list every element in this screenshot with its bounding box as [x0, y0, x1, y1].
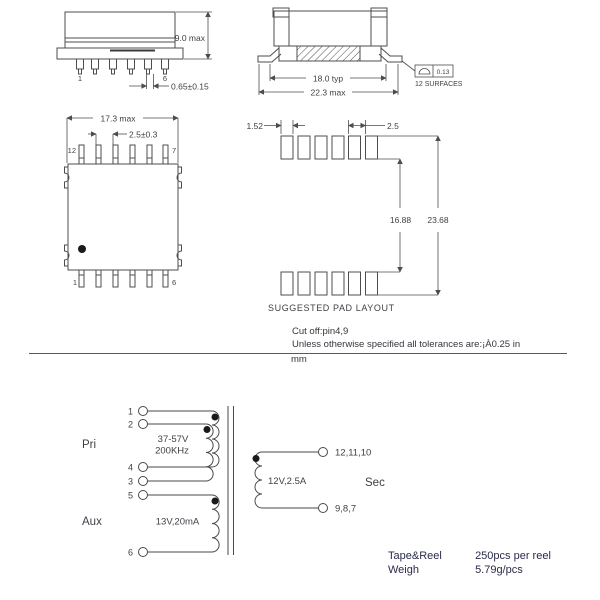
secondary-label: Sec [365, 477, 385, 489]
pin-label-4: 4 [127, 462, 133, 473]
pin-1-indicator-dot [78, 245, 86, 253]
pad-width-dimension: 1.52 [246, 121, 263, 131]
width-dimension: 17.3 max [100, 113, 136, 124]
terminal-pin-3 [139, 477, 148, 486]
terminal-sec-bottom [319, 504, 328, 513]
polarity-dot-secondary [253, 455, 260, 462]
pin-6-label: 6 [172, 278, 177, 287]
cutoff-note: Cut off:pin4,9 [292, 326, 349, 337]
secondary-pins-bottom: 9,8,7 [335, 503, 357, 515]
pin-label-3: 3 [127, 476, 133, 487]
tolerance-note: Unless otherwise specified all tolerances are:¡À0.25 in [292, 339, 521, 350]
body-width-dimension: 18.0 typ [312, 73, 344, 84]
terminal-pin-1 [139, 407, 148, 416]
pad-layout-drawing [235, 110, 465, 315]
flatness-symbol-icon [419, 69, 430, 74]
pitch-dimension: 2.5±0.3 [129, 129, 158, 140]
pin-1-label: 1 [77, 74, 83, 83]
packaging-info [388, 549, 551, 577]
hatched-core-area [297, 46, 360, 61]
top-view-drawing [55, 105, 225, 295]
aux-spec: 13V,20mA [155, 516, 200, 528]
pad-layout-caption: SUGGESTED PAD LAYOUT [268, 303, 395, 313]
pin-6-label: 6 [162, 74, 168, 83]
polarity-dot-aux [212, 498, 219, 505]
primary-frequency: 200KHz [155, 445, 189, 457]
terminal-pin-5 [139, 491, 148, 500]
top-pins [79, 145, 168, 164]
terminal-pin-4 [139, 463, 148, 472]
package-body [65, 12, 175, 48]
flatness-value: 0.13 [436, 69, 450, 76]
pin-label-1: 1 [127, 406, 133, 417]
pad-pitch-dimension: 2.5 [387, 121, 399, 131]
tape-reel-row [388, 549, 551, 563]
terminal-pin-6 [139, 548, 148, 557]
pin-label-5: 5 [127, 490, 133, 501]
secondary-spec: 12V,2.5A [268, 476, 307, 487]
surfaces-note: 12 SURFACES [415, 81, 463, 88]
unit-note: mm [291, 354, 307, 365]
side-view-pins [77, 59, 169, 74]
lead-width-dimension: 0.65±0.15 [171, 81, 209, 92]
bottom-pins [79, 270, 168, 287]
end-view-drawing [250, 5, 480, 100]
right-lead [379, 48, 402, 62]
tape-reel-value: 250pcs per reel [475, 550, 551, 562]
inner-span-dimension: 16.88 [389, 215, 412, 225]
polarity-dot-primary-2 [204, 426, 211, 433]
package-body-outline [68, 164, 178, 270]
height-dimension: 9.0 max [174, 33, 205, 43]
secondary-pins-top: 12,11,10 [335, 447, 372, 459]
weight-label: Weigh [388, 564, 419, 576]
pin-label-6: 6 [127, 547, 133, 558]
terminal-sec-top [319, 448, 328, 457]
weight-row [388, 563, 551, 577]
weight-value: 5.79g/pcs [475, 564, 523, 576]
terminal-pin-2 [139, 420, 148, 429]
primary-label: Pri [82, 439, 97, 451]
pin-12-label: 12 [67, 146, 76, 155]
package-body [274, 11, 387, 46]
side-view-drawing [50, 5, 240, 97]
pin-label-2: 2 [127, 419, 133, 430]
tape-reel-label: Tape&Reel [388, 550, 442, 562]
polarity-dot-primary [212, 414, 219, 421]
pin-7-label: 7 [172, 146, 177, 155]
primary-voltage: 37-57V [157, 434, 189, 445]
overall-width-dimension: 22.3 max [310, 87, 346, 98]
aux-label: Aux [82, 516, 102, 528]
top-pad-row [281, 136, 378, 159]
left-lead [258, 48, 281, 62]
tolerance-notes [292, 325, 582, 351]
bottom-pad-row [281, 272, 378, 295]
schematic-drawing [60, 395, 420, 570]
pin-1-label: 1 [72, 278, 77, 287]
outer-span-dimension: 23.68 [427, 215, 449, 225]
